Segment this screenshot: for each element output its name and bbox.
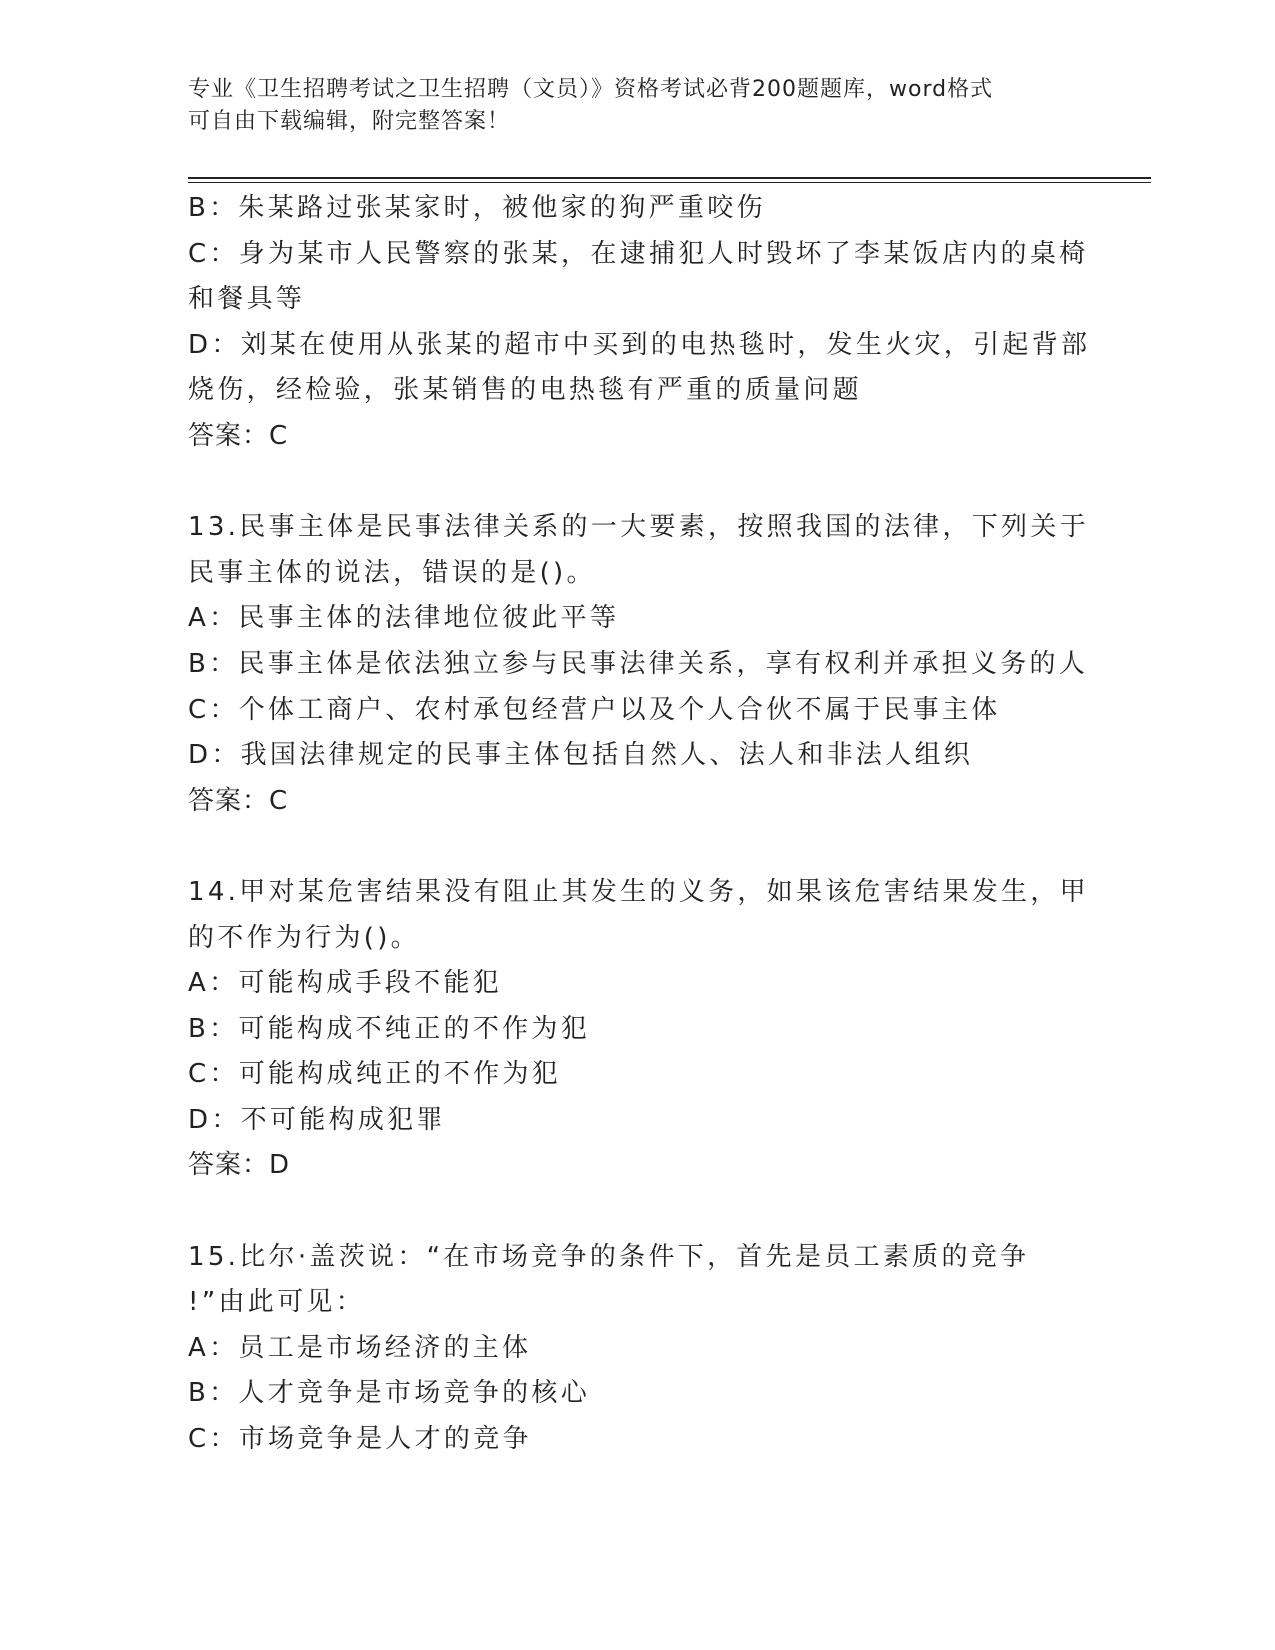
- q15-option-a: A：员工是市场经济的主体: [188, 1332, 532, 1363]
- question-13: [188, 505, 1088, 824]
- q13-option-d: D：我国法律规定的民事主体包括自然人、法人和非法人组织: [188, 740, 974, 771]
- q14-stem-line-2: 的不作为行为()。: [188, 922, 420, 953]
- q13-stem-line-1: 13.民事主体是民事法律关系的一大要素，按照我国的法律，下列关于: [188, 512, 1089, 543]
- question-spacer: [188, 1189, 1088, 1235]
- q14-answer: 答案：D: [188, 1150, 291, 1181]
- q13-answer: 答案：C: [188, 785, 289, 816]
- question-12: [188, 186, 1091, 460]
- q12-option-c-line-1: C：身为某市人民警察的张某，在逮捕犯人时毁坏了李某饭店内的桌椅: [188, 238, 1089, 269]
- q15-option-b: B：人才竞争是市场竞争的核心: [188, 1378, 591, 1409]
- q13-stem-line-2: 民事主体的说法，错误的是()。: [188, 557, 596, 588]
- header-line-2: 可自由下载编辑，附完整答案！: [188, 109, 511, 134]
- q15-stem-line-1: 15.比尔·盖茨说：“在市场竞争的条件下，首先是员工素质的竞争: [188, 1241, 1030, 1272]
- header-line-1: 专业《卫生招聘考试之卫生招聘（文员）》资格考试必背200题题库，word格式: [188, 77, 994, 102]
- q12-option-d-line-1: D：刘某在使用从张某的超市中买到的电热毯时，发生火灾，引起背部: [188, 329, 1091, 360]
- q13-option-b: B：民事主体是依法独立参与民事法律关系，享有权利并承担义务的人: [188, 648, 1089, 679]
- q12-answer: 答案：C: [188, 420, 289, 451]
- header-rule-thin: [188, 182, 1151, 183]
- q14-option-a: A：可能构成手段不能犯: [188, 968, 503, 999]
- q13-option-a: A：民事主体的法律地位彼此平等: [188, 603, 620, 634]
- q14-option-b: B：可能构成不纯正的不作为犯: [188, 1013, 591, 1044]
- q13-option-c: C：个体工商户、农村承包经营户以及个人合伙不属于民事主体: [188, 694, 1001, 725]
- question-spacer: [188, 460, 1088, 506]
- q12-option-b: B：朱某路过张某家时，被他家的狗严重咬伤: [188, 193, 766, 223]
- q15-option-c: C：市场竞争是人才的竞争: [188, 1424, 532, 1455]
- question-15: [188, 1235, 1088, 1463]
- question-14: [188, 870, 1088, 1189]
- q15-stem-line-2: !”由此可见：: [188, 1287, 365, 1318]
- q12-option-d-line-2: 烧伤，经检验，张某销售的电热毯有严重的质量问题: [188, 375, 862, 406]
- q14-stem-line-1: 14.甲对某危害结果没有阻止其发生的义务，如果该危害结果发生，甲: [188, 876, 1089, 907]
- question-spacer: [188, 824, 1088, 870]
- q12-option-c-line-2: 和餐具等: [188, 284, 306, 315]
- header-rule-thick: [188, 177, 1151, 179]
- document-header: [188, 74, 1068, 138]
- question-list: [188, 186, 1091, 1463]
- q14-option-d: D：不可能构成犯罪: [188, 1104, 446, 1135]
- q14-option-c: C：可能构成纯正的不作为犯: [188, 1059, 562, 1090]
